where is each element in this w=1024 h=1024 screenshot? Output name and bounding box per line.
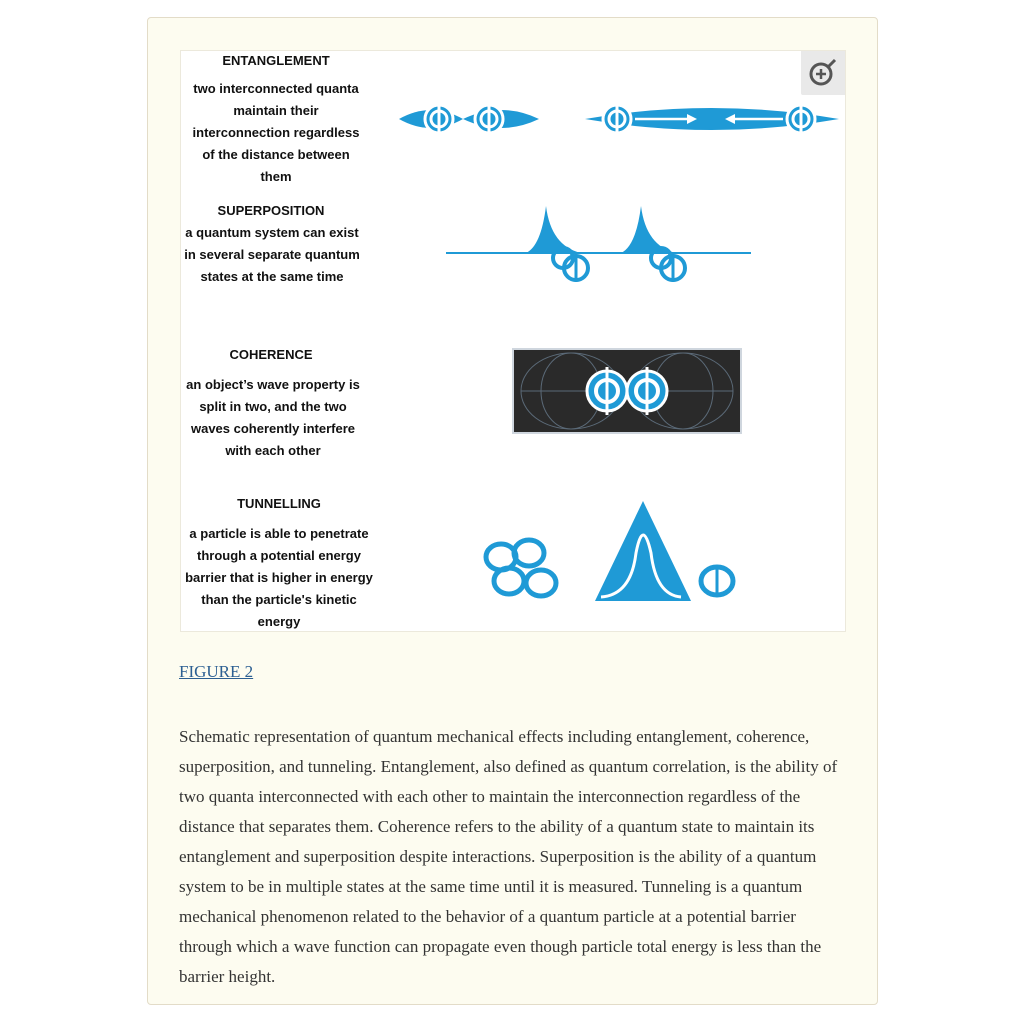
row-desc-tunnelling: a particle is able to penetrate through a potential energy barrier that is higher in energy than the particle's kinetic energy <box>185 526 373 629</box>
figure-caption: Schematic representation of quantum mechanical effects including entanglement, coherence, superposition, and tunneling. Entanglement, also defined as quantum correlation, is the ability of two quanta interconnected with each other to maintain the interconnection regardless of the distance that separates them. Coherence refers to the ability of a quantum state to maintain its entanglement and superposition despite interactions. Superposition is the ability of a quantum system to be in multiple states at the same time until it is measured. Tunneling is a quantum mechanical phenomenon related to the behavior of a quantum particle at a potential barrier through which a wave function can propagate even though particle total energy is less than the barrier height. <box>179 727 838 986</box>
entanglement-illustration <box>391 79 846 149</box>
superposition-illustration <box>441 196 761 291</box>
row-desc-entanglement: two interconnected quanta maintain their interconnection regardless of the distance between them <box>192 81 360 184</box>
zoom-button[interactable] <box>801 51 845 95</box>
row-title-coherence: COHERENCE <box>229 347 313 362</box>
figure-label-link[interactable]: FIGURE 2 <box>179 662 254 681</box>
row-desc-coherence: an object’s wave property is split in two, and the two waves coherently interfere with each other <box>186 377 360 458</box>
row-desc-superposition: a quantum system can exist in several separate quantum states at the same time <box>184 225 360 284</box>
figure-image[interactable] <box>180 50 846 632</box>
zoom-in-icon <box>807 57 839 89</box>
coherence-illustration <box>511 347 743 437</box>
row-title-superposition: SUPERPOSITION <box>217 203 325 218</box>
tunnelling-illustration <box>471 491 761 611</box>
row-title-entanglement: ENTANGLEMENT <box>222 53 330 68</box>
row-title-tunnelling: TUNNELLING <box>237 496 321 511</box>
